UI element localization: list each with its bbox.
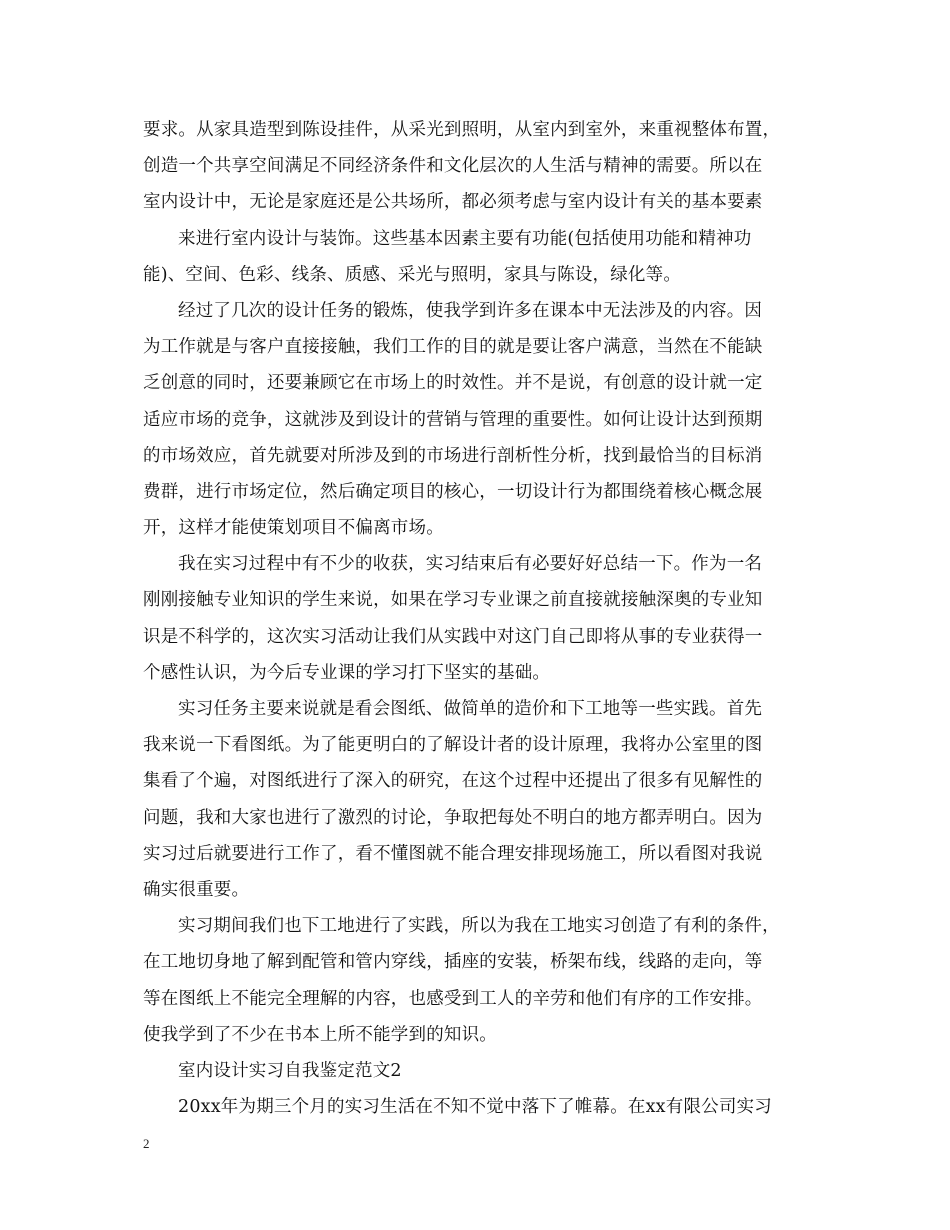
text-line: 费群，进行市场定位，然后确定项目的核心，一切设计行为都围绕着核心概念展 bbox=[143, 481, 763, 502]
text-line: 乏创意的同时，还要兼顾它在市场上的时效性。并不是说，有创意的设计就一定 bbox=[143, 373, 763, 394]
text-line: 我来说一下看图纸。为了能更明白的了解设计者的设计原理，我将办公室里的图 bbox=[143, 735, 763, 756]
text-line: 使我学到了不少在书本上所不能学到的知识。 bbox=[143, 1024, 497, 1045]
text-line: 集看了个遍，对图纸进行了深入的研究，在这个过程中还提出了很多有见解性的 bbox=[143, 771, 763, 792]
text-line: 问题，我和大家也进行了激烈的讨论，争取把每处不明白的地方都弄明白。因为 bbox=[143, 807, 763, 828]
text-line: 为工作就是与客户直接接触，我们工作的目的就是要让客户满意，当然在不能缺 bbox=[143, 337, 763, 358]
text-line: 实习过后就要进行工作了，看不懂图就不能合理安排现场施工，所以看图对我说 bbox=[143, 843, 763, 864]
text-line: 的市场效应，首先就要对所涉及到的市场进行剖析性分析，找到最恰当的目标消 bbox=[143, 445, 763, 466]
paragraph-start: 经过了几次的设计任务的锻炼，使我学到许多在课本中无法涉及的内容。因 bbox=[178, 300, 763, 321]
section-heading: 室内设计实习自我鉴定范文2 bbox=[178, 1060, 402, 1081]
paragraph-start: 实习期间我们也下工地进行了实践，所以为我在工地实习创造了有利的条件， bbox=[178, 916, 780, 937]
text-line: 等在图纸上不能完全理解的内容，也感受到工人的辛劳和他们有序的工作安排。 bbox=[143, 988, 763, 1009]
text-line: 开，这样才能使策划项目不偏离市场。 bbox=[143, 518, 444, 539]
paragraph-start: 来进行室内设计与装饰。这些基本因素主要有功能(包括使用功能和精神功 bbox=[178, 228, 752, 249]
text-line: 适应市场的竞争，这就涉及到设计的营销与管理的重要性。如何让设计达到预期 bbox=[143, 409, 763, 430]
text-line: 能)、空间、色彩、线条、质感、采光与照明，家具与陈设，绿化等。 bbox=[143, 264, 682, 285]
page-number: 2 bbox=[143, 1136, 150, 1151]
paragraph-start: 实习任务主要来说就是看会图纸、做简单的造价和下工地等一些实践。首先 bbox=[178, 699, 763, 719]
text-line: 个感性认识，为今后专业课的学习打下坚实的基础。 bbox=[143, 662, 551, 683]
text-line: 识是不科学的，这次实习活动让我们从实践中对这门自己即将从事的专业获得一 bbox=[143, 626, 763, 647]
paragraph-start: 我在实习过程中有不少的收获，实习结束后有必要好好总结一下。作为一名 bbox=[178, 554, 763, 575]
text-line: 在工地切身地了解到配管和管内穿线，插座的安装，桥架布线，线路的走向，等 bbox=[143, 952, 763, 973]
text-line: 刚刚接触专业知识的学生来说，如果在学习专业课之前直接就接触深奥的专业知 bbox=[143, 590, 763, 611]
text-line: 室内设计中，无论是家庭还是公共场所，都必须考虑与室内设计有关的基本要素 bbox=[143, 192, 763, 213]
document-body bbox=[143, 112, 823, 1125]
text-line: 确实很重要。 bbox=[143, 879, 250, 900]
paragraph-start: 20xx年为期三个月的实习生活在不知不觉中落下了帷幕。在xx有限公司实习 bbox=[178, 1097, 772, 1118]
text-line: 创造一个共享空间满足不同经济条件和文化层次的人生活与精神的需要。所以在 bbox=[143, 156, 763, 177]
text-line: 要求。从家具造型到陈设挂件，从采光到照明，从室内到室外，来重视整体布置， bbox=[143, 120, 781, 140]
